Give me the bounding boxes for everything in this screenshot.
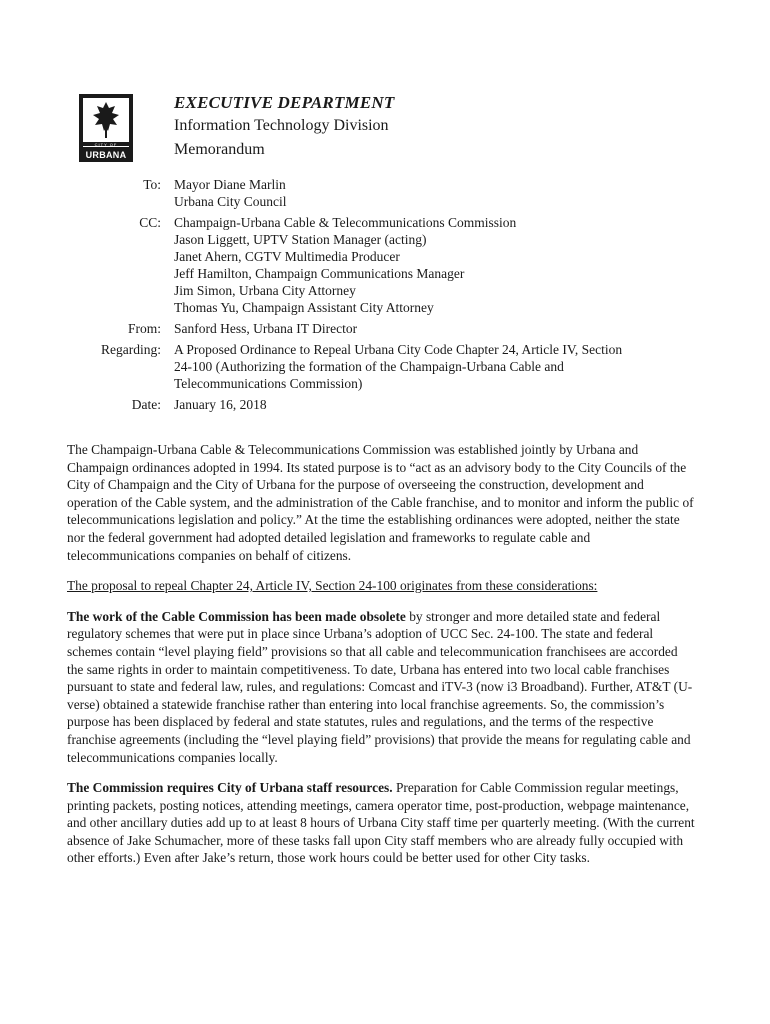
- regarding-line: 24-100 (Authorizing the formation of the Champaign-Urbana Cable and: [174, 359, 564, 374]
- cc-row: [60, 214, 720, 316]
- memo-header: [174, 92, 394, 162]
- obsolete-text: by stronger and more detailed state and federal regulatory schemes that were put in place since Urbana’s adoption of UCC Sec. 24-100. The state and federal schemes contain “level playing field” provisions so that all cable and telecommunication franchisees are accorded the same rights in order to maintain competitiveness. To date, Urbana has entered into two local cable franchises pursuant to state and federal law, rules, and regulations: Comcast and iTV-3 (now i3 Broadband). Further, AT&T (U-verse) obtained a statewide franchise rather than entering into local franchise agreements. So, the commission’s purpose has been displaced by federal and state statutes, rules and regulations, and the terms of the respective franchise agreements (including the “level playing field” provisions) that provide the means for regulating cable and telecommunications companies locally.: [67, 608, 693, 765]
- date-value: January 16, 2018: [174, 397, 267, 412]
- memo-body: [67, 441, 695, 880]
- regarding-label: Regarding:: [101, 342, 161, 357]
- obsolete-lead: The work of the Cable Commission has been made obsolete: [67, 608, 406, 624]
- considerations-heading: The proposal to repeal Chapter 24, Article IV, Section 24-100 originates from these considerations:: [67, 578, 598, 594]
- from-value: Sanford Hess, Urbana IT Director: [174, 321, 358, 336]
- from-row: [60, 320, 720, 337]
- cc-label: CC:: [139, 215, 161, 230]
- intro-paragraph: The Champaign-Urbana Cable & Telecommunications Commission was established jointly by Urbana and Champaign ordinances adopted in 1994. Its stated purpose is to “act as an advisory body to the City Councils of the City of Champaign and the City of Urbana for the purpose of overseeing the construction, development and operation of the Cable system, and the administration of the Cable franchise, and to monitor and inform the public of telecommunications legislation and policy.” At the time the establishing ordinances were adopted, neither the state nor the federal government had adopted detailed legislation and frameworks to regulate cable and telecommunications companies on behalf of citizens.: [67, 442, 694, 563]
- cc-line: Jason Liggett, UPTV Station Manager (acting): [174, 232, 427, 247]
- regarding-line: A Proposed Ordinance to Repeal Urbana City Code Chapter 24, Article IV, Section: [174, 342, 623, 357]
- regarding-line: Telecommunications Commission): [174, 376, 363, 391]
- city-of-urbana-logo: [79, 94, 133, 162]
- document-type: Memorandum: [174, 141, 265, 158]
- department-title: EXECUTIVE DEPARTMENT: [174, 93, 395, 112]
- logo-city-of-text: CITY OF: [94, 142, 118, 147]
- cc-line: Jim Simon, Urbana City Attorney: [174, 283, 356, 298]
- staff-resources-paragraph: [67, 779, 695, 867]
- from-label: From:: [127, 321, 161, 336]
- to-label: To:: [143, 177, 161, 192]
- cc-line: Thomas Yu, Champaign Assistant City Attorney: [174, 300, 434, 315]
- cc-value: [174, 214, 720, 316]
- cc-line: Janet Ahern, CGTV Multimedia Producer: [174, 249, 400, 264]
- division-title: Information Technology Division: [174, 117, 389, 134]
- obsolete-paragraph: [67, 608, 695, 766]
- date-label: Date:: [131, 397, 161, 412]
- staff-resources-lead: The Commission requires City of Urbana staff resources.: [67, 780, 393, 796]
- to-line: Urbana City Council: [174, 194, 287, 209]
- regarding-row: [60, 341, 720, 392]
- to-value: [174, 176, 720, 210]
- to-row: [60, 176, 720, 210]
- memo-fields: [60, 176, 720, 417]
- cc-line: Champaign-Urbana Cable & Telecommunications Commission: [174, 215, 517, 230]
- to-line: Mayor Diane Marlin: [174, 177, 286, 192]
- logo-urbana-text: URBANA: [85, 150, 127, 160]
- date-row: [60, 396, 720, 413]
- staff-resources-text: Preparation for Cable Commission regular meetings, printing packets, posting notices, attending meetings, camera operator time, post-production, webpage maintenance, and other ancillary duties add up to at least 8 hours of Urbana City staff time per quarterly meeting. (With the current absence of Jake Schumacher, more of these tasks fall upon City staff members who are already fully occupied with other efforts.) Even after Jake’s return, those work hours could be better used for other City tasks.: [67, 780, 695, 866]
- cc-line: Jeff Hamilton, Champaign Communications Manager: [174, 266, 465, 281]
- regarding-value: [174, 341, 720, 392]
